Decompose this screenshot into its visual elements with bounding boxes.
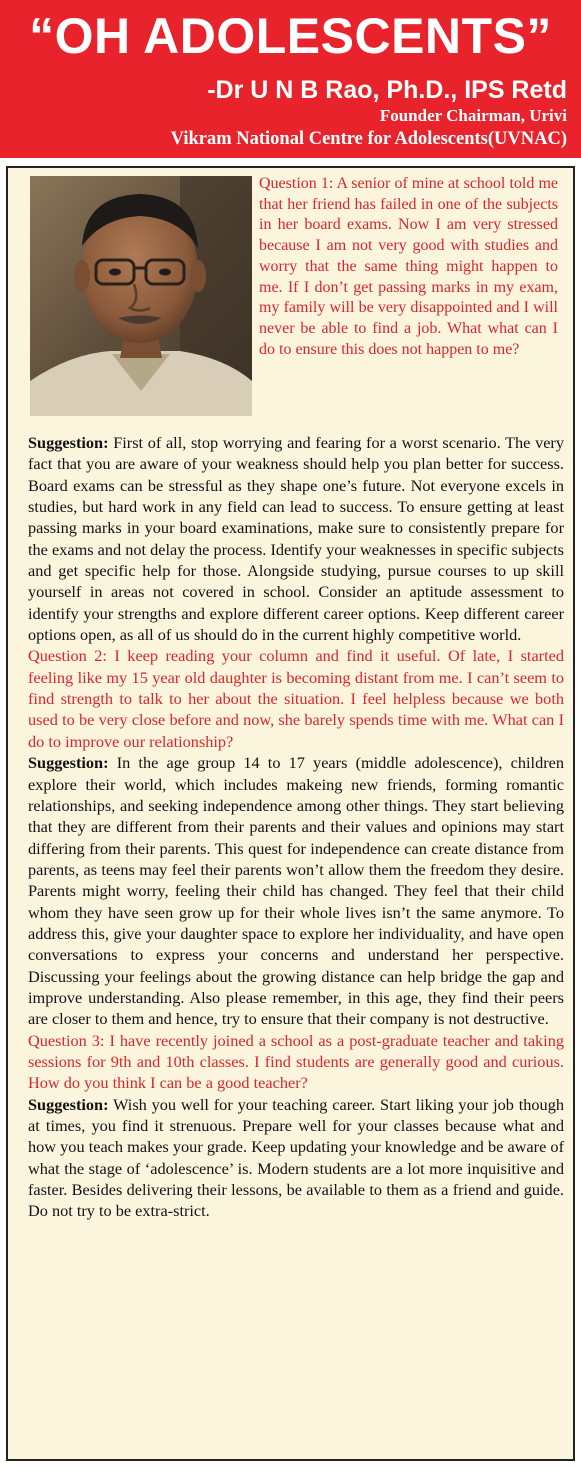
question-2: Question 2: I keep reading your column and find it useful. Of late, I started feeling like my 15 year old daughter is becoming distant from me. I can’t seem to find strength to talk to her about the situation. I feel helpless because we both used to be very close before and now, she barely spends time with me. What can I do to improve our relationship? [28, 646, 564, 751]
suggestion-3 [28, 1094, 564, 1222]
suggestion-1-text: First of all, stop worrying and fearing for a worst scenario. The very fact that you are aware of your weakness should help you plan better for success. Board exams can be stressful as they shape one’s future. Not everyone excels in studies, but hard work in any field can lead to success. To ensure getting at least passing marks in your board examinations, make sure to consistently prepare for the exams and not delay the process. Identify your weaknesses in specific subjects and get specific help for those. Alongside studying, pursue courses to up skill yourself in areas not covered in school. Consider an aptitude assessment to identify your strengths and explore different career options. Keep different career options open, as all of us should do in the current highly competitive world. [28, 433, 564, 645]
question-3: Question 3: I have recently joined a school as a post-graduate teacher and taking sessions for 9th and 10th classes. I find students are generally good and curious. How do you think I can be a good teacher? [28, 1030, 564, 1093]
author-organization: Vikram National Centre for Adolescents(UVNAC) [170, 129, 567, 149]
suggestion-label: Suggestion: [28, 433, 109, 452]
question-1: Question 1: A senior of mine at school told me that her friend has failed in one of the subjects in her board exams. Now I am very stressed because I am not very good with studies and worry that the same thing might happen to me. If I don’t get passing marks in my exam, my family will be very disappointed and I will never be able to find a job. What what can I do to ensure this does not happen to me? [259, 175, 558, 358]
column-header [0, 0, 581, 158]
suggestion-label: Suggestion: [28, 1094, 109, 1114]
suggestion-2-text: In the age group 14 to 17 years (middle adolescence), children explore their world, which includes makeing new friends, forming romantic relationships, and seeking independence among other things. They start believing that they are different from their parents and their values and opinions may start differing from their parents. This quest for independence can create distance from parents, as teens may feel their parents won’t allow them the freedom they desire. Parents might worry, feeling their child has changed. They feel that their child whom they have seen grow up for their whole lives isn’t the same anymore. To address this, give your daughter space to explore her individuality, and have open conversations to express your concerns and understand her perspective. Discussing your feelings about the growing distance can help bridge the gap and improve understanding. Also please remember, in this age, they find their peers are closer to them and hence, try to ensure that their company is not destructive. [28, 753, 564, 1029]
article-box [6, 166, 575, 1461]
qa-content [28, 432, 564, 1222]
suggestion-2 [28, 752, 564, 1029]
suggestion-3-text: Wish you well for your teaching career. Start liking your job though at times, you find it strenuous. Prepare well for your classes because what and how you teach makes your grade. Keep updating your knowledge and be aware of what the stage of ‘adolescence’ is. Modern students are a lot more inquisitive and faster. Besides delivering their lessons, be available to them as a friend and guide. Do not try to be extra-strict. [28, 1094, 564, 1221]
column-title: “OH ADOLESCENTS” [29, 8, 552, 64]
author-role: Founder Chairman, Urivi [379, 106, 567, 125]
author-name: -Dr U N B Rao, Ph.D., IPS Retd [207, 76, 567, 104]
suggestion-label: Suggestion: [28, 753, 109, 773]
author-photo [30, 176, 252, 416]
suggestion-1 [28, 432, 564, 645]
